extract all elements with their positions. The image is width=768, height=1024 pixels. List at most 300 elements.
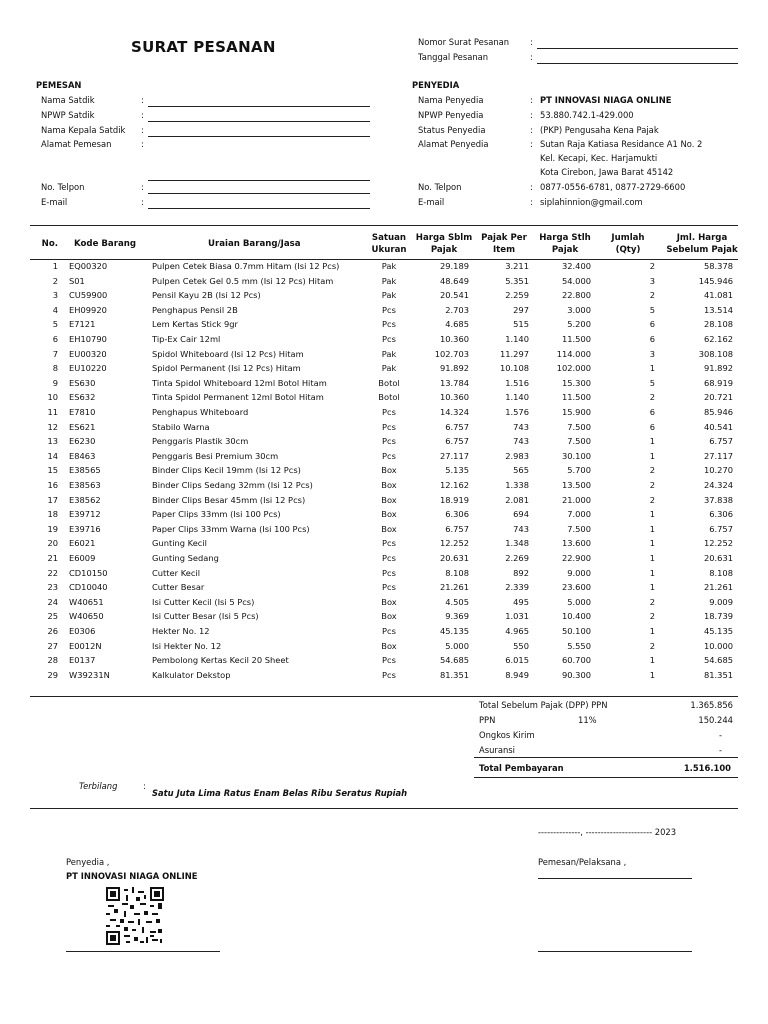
row-tax: 743 bbox=[513, 421, 529, 432]
col-header-tax: Pajak Per Item bbox=[481, 233, 527, 255]
row-no: 17 bbox=[47, 494, 58, 505]
row-desc: Cutter Besar bbox=[152, 582, 205, 593]
supplier-address-label: Alamat Penyedia bbox=[418, 139, 489, 149]
row-price-before: 4.505 bbox=[445, 596, 469, 607]
col-header-price-after: Harga Stlh Pajak bbox=[539, 233, 591, 255]
row-no: 15 bbox=[47, 465, 58, 476]
dpp-value: 1.365.856 bbox=[690, 700, 733, 710]
row-desc: Paper Clips 33mm Warna (Isi 100 Pcs) bbox=[152, 523, 310, 534]
row-desc: Binder Clips Kecil 19mm (Isi 12 Pcs) bbox=[152, 465, 301, 476]
row-unit: Pak bbox=[381, 363, 397, 374]
row-price-before: 102.703 bbox=[434, 348, 469, 359]
row-price-after: 114.000 bbox=[556, 348, 591, 359]
row-qty: 1 bbox=[649, 363, 655, 374]
row-price-after: 21.000 bbox=[561, 494, 591, 505]
row-tax: 11.297 bbox=[499, 348, 529, 359]
in-words-text: Satu Juta Lima Ratus Enam Belas Ribu Seratus Rupiah bbox=[152, 788, 408, 798]
row-desc: Pensil Kayu 2B (Isi 12 Pcs) bbox=[152, 290, 261, 301]
ppn-value: 150.244 bbox=[698, 715, 733, 725]
row-unit: Pcs bbox=[382, 304, 396, 315]
row-no: 19 bbox=[47, 523, 58, 534]
row-no: 16 bbox=[47, 480, 58, 490]
colon: : bbox=[141, 110, 144, 120]
row-total: 18.739 bbox=[703, 611, 733, 622]
row-code: E0012N bbox=[69, 640, 102, 651]
row-qty: 1 bbox=[649, 626, 655, 636]
row-desc: Kalkulator Dekstop bbox=[152, 669, 231, 680]
row-no: 4 bbox=[52, 304, 58, 315]
row-price-after: 3.000 bbox=[567, 304, 591, 315]
row-unit: Pcs bbox=[382, 567, 396, 578]
row-unit: Pak bbox=[381, 290, 397, 301]
row-desc: Tinta Spidol Whiteboard 12ml Botol Hitam bbox=[152, 377, 327, 388]
row-code: EU00320 bbox=[69, 348, 107, 359]
row-price-after: 7.500 bbox=[567, 421, 591, 432]
col-header-total: Jml. Harga Sebelum Pajak bbox=[666, 233, 738, 255]
table-row bbox=[30, 580, 738, 595]
row-qty: 2 bbox=[649, 611, 655, 622]
row-total: 91.892 bbox=[703, 363, 733, 374]
row-no: 12 bbox=[47, 421, 58, 432]
insurance-label: Asuransi bbox=[479, 745, 515, 755]
table-row bbox=[30, 463, 738, 478]
table-row bbox=[30, 507, 738, 522]
colon: : bbox=[530, 37, 533, 47]
table-row bbox=[30, 668, 738, 683]
row-no: 14 bbox=[47, 450, 58, 461]
row-price-before: 91.892 bbox=[439, 363, 469, 374]
row-total: 6.757 bbox=[709, 436, 733, 447]
row-no: 3 bbox=[52, 290, 58, 301]
row-tax: 10.108 bbox=[499, 363, 529, 374]
colon: : bbox=[141, 95, 144, 105]
row-no: 20 bbox=[47, 538, 58, 549]
row-total: 8.108 bbox=[709, 567, 733, 578]
buyer-name-sign-line bbox=[538, 878, 692, 879]
row-price-before: 12.162 bbox=[439, 480, 469, 490]
table-row bbox=[30, 420, 738, 435]
row-qty: 1 bbox=[649, 655, 655, 666]
supplier-heading: PENYEDIA bbox=[412, 80, 460, 90]
buyer-address-line bbox=[148, 180, 370, 181]
row-qty: 1 bbox=[649, 509, 655, 520]
row-price-before: 27.117 bbox=[439, 450, 469, 461]
supplier-address-line1: Sutan Raja Katiasa Residance A1 No. 2 bbox=[540, 139, 703, 149]
row-price-before: 54.685 bbox=[439, 655, 469, 666]
buyer-phone-label: No. Telpon bbox=[41, 182, 85, 192]
col-header-code: Kode Barang bbox=[74, 239, 137, 249]
buyer-head-line bbox=[148, 136, 370, 137]
row-desc: Tinta Spidol Permanent 12ml Botol Hitam bbox=[152, 392, 324, 403]
row-total: 6.757 bbox=[709, 523, 733, 534]
row-code: ES632 bbox=[69, 392, 96, 403]
table-row bbox=[30, 493, 738, 508]
supplier-npwp-label: NPWP Penyedia bbox=[418, 110, 484, 120]
row-total: 40.541 bbox=[703, 421, 733, 432]
row-code: CD10150 bbox=[69, 567, 108, 578]
col-header-desc: Uraian Barang/Jasa bbox=[208, 239, 301, 249]
row-price-after: 10.400 bbox=[561, 611, 591, 622]
table-top-rule bbox=[30, 225, 738, 226]
row-desc: Binder Clips Besar 45mm (Isi 12 Pcs) bbox=[152, 494, 306, 505]
colon: : bbox=[530, 197, 533, 207]
table-row bbox=[30, 595, 738, 610]
row-unit: Box bbox=[381, 596, 397, 607]
row-price-before: 13.784 bbox=[439, 377, 469, 388]
row-code: ES630 bbox=[69, 377, 96, 388]
ppn-label: PPN bbox=[479, 715, 496, 725]
row-desc: Penghapus Whiteboard bbox=[152, 407, 249, 417]
row-desc: Penghapus Pensil 2B bbox=[152, 304, 238, 315]
row-desc: Gunting Sedang bbox=[152, 553, 219, 563]
row-code: E39716 bbox=[69, 523, 101, 534]
row-desc: Stabilo Warna bbox=[152, 421, 210, 432]
row-total: 12.252 bbox=[703, 538, 733, 549]
buyer-npwp-label: NPWP Satdik bbox=[41, 110, 95, 120]
table-row bbox=[30, 259, 738, 274]
shipping-value: - bbox=[718, 730, 722, 740]
row-no: 8 bbox=[52, 363, 58, 374]
row-desc: Pembolong Kertas Kecil 20 Sheet bbox=[152, 655, 289, 666]
table-row bbox=[30, 478, 738, 493]
table-row bbox=[30, 639, 738, 654]
row-total: 21.261 bbox=[703, 582, 733, 593]
colon: : bbox=[141, 182, 144, 192]
row-desc: Spidol Whiteboard (Isi 12 Pcs) Hitam bbox=[152, 348, 304, 359]
row-price-before: 6.757 bbox=[445, 436, 469, 447]
row-price-after: 5.000 bbox=[567, 596, 591, 607]
row-tax: 2.339 bbox=[505, 582, 529, 593]
row-no: 13 bbox=[47, 436, 58, 447]
table-row bbox=[30, 434, 738, 449]
row-unit: Box bbox=[381, 494, 397, 505]
row-tax: 8.949 bbox=[505, 669, 529, 680]
dpp-label: Total Sebelum Pajak (DPP) PPN bbox=[479, 700, 608, 710]
row-no: 11 bbox=[47, 407, 58, 417]
row-unit: Box bbox=[381, 480, 397, 490]
buyer-email-label: E-mail bbox=[41, 197, 68, 207]
row-no: 26 bbox=[47, 626, 58, 636]
row-unit: Box bbox=[381, 640, 397, 651]
row-qty: 1 bbox=[649, 450, 655, 461]
row-price-after: 54.000 bbox=[561, 275, 591, 286]
row-tax: 2.081 bbox=[505, 494, 529, 505]
row-tax: 297 bbox=[513, 304, 529, 315]
table-row bbox=[30, 449, 738, 464]
col-header-no: No. bbox=[41, 239, 58, 249]
row-no: 28 bbox=[47, 655, 58, 666]
buyer-name-line bbox=[148, 106, 370, 107]
row-price-after: 30.100 bbox=[561, 450, 591, 461]
row-total: 20.721 bbox=[703, 392, 733, 403]
insurance-value: - bbox=[718, 745, 722, 755]
row-unit: Pcs bbox=[382, 407, 396, 417]
row-code: E0306 bbox=[69, 626, 96, 636]
row-desc: Isi Cutter Besar (Isi 5 Pcs) bbox=[152, 611, 259, 622]
buyer-phone-line bbox=[148, 193, 370, 194]
row-code: E38565 bbox=[69, 465, 101, 476]
row-price-before: 14.324 bbox=[439, 407, 469, 417]
row-qty: 1 bbox=[649, 538, 655, 549]
row-desc: Tip-Ex Cair 12ml bbox=[152, 334, 221, 344]
buyer-email-line bbox=[148, 208, 370, 209]
row-total: 58.378 bbox=[703, 261, 733, 271]
row-desc: Isi Cutter Kecil (Isi 5 Pcs) bbox=[152, 596, 255, 607]
row-code: EU10220 bbox=[69, 363, 107, 374]
row-tax: 1.140 bbox=[505, 334, 529, 344]
buyer-name-label: Nama Satdik bbox=[41, 95, 95, 105]
row-qty: 2 bbox=[649, 596, 655, 607]
row-tax: 2.259 bbox=[505, 290, 529, 301]
row-price-before: 20.631 bbox=[439, 553, 469, 563]
row-unit: Pcs bbox=[382, 669, 396, 680]
supplier-sign-name: PT INNOVASI NIAGA ONLINE bbox=[66, 871, 198, 881]
row-code: E6021 bbox=[69, 538, 96, 549]
row-price-before: 5.000 bbox=[445, 640, 469, 651]
row-no: 23 bbox=[47, 582, 58, 593]
row-tax: 6.015 bbox=[505, 655, 529, 666]
row-code: CD10040 bbox=[69, 582, 108, 593]
row-unit: Pcs bbox=[382, 553, 396, 563]
supplier-npwp: 53.880.742.1-429.000 bbox=[540, 110, 634, 120]
row-price-after: 5.700 bbox=[567, 465, 591, 476]
row-price-after: 15.300 bbox=[561, 377, 591, 388]
supplier-name-label: Nama Penyedia bbox=[418, 95, 484, 105]
table-row bbox=[30, 624, 738, 639]
colon: : bbox=[530, 125, 533, 135]
total-bottom-rule bbox=[474, 777, 738, 778]
table-row bbox=[30, 303, 738, 318]
colon: : bbox=[530, 95, 533, 105]
table-row bbox=[30, 288, 738, 303]
row-desc: Penggaris Plastik 30cm bbox=[152, 436, 249, 447]
row-tax: 3.211 bbox=[505, 261, 529, 271]
row-price-before: 6.757 bbox=[445, 421, 469, 432]
colon: : bbox=[530, 139, 533, 149]
row-no: 29 bbox=[47, 669, 58, 680]
row-price-after: 60.700 bbox=[561, 655, 591, 666]
row-tax: 2.269 bbox=[505, 553, 529, 563]
row-price-after: 11.500 bbox=[561, 334, 591, 344]
colon: : bbox=[530, 110, 533, 120]
row-price-before: 21.261 bbox=[439, 582, 469, 593]
row-unit: Box bbox=[381, 523, 397, 534]
qr-code-icon bbox=[106, 887, 164, 945]
supplier-address-line2: Kel. Kecapi, Kec. Harjamukti bbox=[540, 153, 658, 163]
row-total: 145.946 bbox=[698, 275, 733, 286]
row-price-before: 10.360 bbox=[439, 334, 469, 344]
row-tax: 1.140 bbox=[505, 392, 529, 403]
row-price-before: 48.649 bbox=[439, 275, 469, 286]
row-code: EH09920 bbox=[69, 304, 107, 315]
table-row bbox=[30, 376, 738, 391]
row-tax: 743 bbox=[513, 523, 529, 534]
supplier-phone: 0877-0556-6781, 0877-2729-6600 bbox=[540, 182, 686, 192]
row-code: S01 bbox=[69, 275, 85, 286]
order-number-label: Nomor Surat Pesanan bbox=[418, 37, 510, 47]
row-code: E38563 bbox=[69, 480, 101, 490]
row-unit: Pcs bbox=[382, 319, 396, 330]
order-date-label: Tanggal Pesanan bbox=[418, 52, 489, 62]
colon: : bbox=[143, 781, 146, 791]
row-price-before: 12.252 bbox=[439, 538, 469, 549]
row-total: 27.117 bbox=[703, 450, 733, 461]
row-price-before: 4.685 bbox=[445, 319, 469, 330]
row-price-before: 45.135 bbox=[439, 626, 469, 636]
supplier-name: PT INNOVASI NIAGA ONLINE bbox=[540, 95, 672, 105]
row-price-after: 22.800 bbox=[561, 290, 591, 301]
row-code: EQ00320 bbox=[69, 261, 108, 271]
table-row bbox=[30, 536, 738, 551]
supplier-status-label: Status Penyedia bbox=[418, 125, 486, 135]
row-tax: 892 bbox=[513, 567, 529, 578]
row-total: 10.000 bbox=[703, 640, 733, 651]
row-unit: Box bbox=[381, 509, 397, 520]
row-code: E6230 bbox=[69, 436, 96, 447]
row-total: 37.838 bbox=[703, 494, 733, 505]
row-code: ES621 bbox=[69, 421, 96, 432]
row-code: W39231N bbox=[69, 669, 110, 680]
row-price-after: 22.900 bbox=[561, 553, 591, 563]
row-price-before: 18.919 bbox=[439, 494, 469, 505]
row-no: 27 bbox=[47, 640, 58, 651]
row-unit: Pcs bbox=[382, 626, 396, 636]
row-no: 6 bbox=[52, 334, 58, 344]
row-desc: Binder Clips Sedang 32mm (Isi 12 Pcs) bbox=[152, 480, 313, 490]
row-total: 81.351 bbox=[703, 669, 733, 680]
row-qty: 1 bbox=[649, 523, 655, 534]
row-code: E39712 bbox=[69, 509, 101, 520]
colon: : bbox=[530, 52, 533, 62]
row-tax: 550 bbox=[513, 640, 529, 651]
row-unit: Pak bbox=[381, 275, 397, 286]
row-qty: 5 bbox=[649, 377, 655, 388]
buyer-heading: PEMESAN bbox=[36, 80, 82, 90]
row-qty: 3 bbox=[649, 275, 655, 286]
buyer-head-label: Nama Kepala Satdik bbox=[41, 125, 126, 135]
row-price-after: 7.500 bbox=[567, 523, 591, 534]
row-price-after: 23.600 bbox=[561, 582, 591, 593]
total-label: Total Pembayaran bbox=[479, 763, 564, 773]
col-header-price-before: Harga Sblm Pajak bbox=[415, 233, 473, 255]
table-row bbox=[30, 361, 738, 376]
supplier-address-line3: Kota Cirebon, Jawa Barat 45142 bbox=[540, 167, 674, 177]
row-total: 54.685 bbox=[703, 655, 733, 666]
supplier-sign-line bbox=[66, 951, 220, 952]
row-tax: 4.965 bbox=[505, 626, 529, 636]
row-no: 24 bbox=[47, 596, 58, 607]
table-row bbox=[30, 332, 738, 347]
buyer-npwp-line bbox=[148, 121, 370, 122]
row-price-after: 5.550 bbox=[567, 640, 591, 651]
row-qty: 6 bbox=[649, 421, 655, 432]
row-unit: Box bbox=[381, 465, 397, 476]
order-number-line bbox=[537, 48, 738, 49]
row-unit: Pcs bbox=[382, 450, 396, 461]
row-price-before: 6.757 bbox=[445, 523, 469, 534]
row-total: 45.135 bbox=[703, 626, 733, 636]
row-desc: Penggaris Besi Premium 30cm bbox=[152, 450, 279, 461]
row-qty: 2 bbox=[649, 392, 655, 403]
row-tax: 1.576 bbox=[505, 407, 529, 417]
row-tax: 743 bbox=[513, 436, 529, 447]
supplier-email: siplahinnion@gmail.com bbox=[540, 197, 643, 207]
row-no: 9 bbox=[52, 377, 58, 388]
supplier-sign-label: Penyedia , bbox=[66, 857, 110, 867]
buyer-sign-line bbox=[538, 951, 692, 952]
row-code: E7121 bbox=[69, 319, 96, 330]
page-title: SURAT PESANAN bbox=[131, 38, 276, 56]
row-price-after: 9.000 bbox=[567, 567, 591, 578]
col-header-qty: Jumlah (Qty) bbox=[611, 233, 645, 255]
row-code: E0137 bbox=[69, 655, 96, 666]
buyer-sign-label: Pemesan/Pelaksana , bbox=[538, 857, 627, 867]
table-row bbox=[30, 347, 738, 362]
row-tax: 2.983 bbox=[505, 450, 529, 461]
row-total: 62.162 bbox=[703, 334, 733, 344]
row-desc: Hekter No. 12 bbox=[152, 626, 210, 636]
row-total: 20.631 bbox=[703, 553, 733, 563]
row-unit: Pcs bbox=[382, 655, 396, 666]
row-total: 6.306 bbox=[709, 509, 733, 520]
row-no: 10 bbox=[47, 392, 58, 403]
row-no: 21 bbox=[47, 553, 58, 563]
table-row bbox=[30, 653, 738, 668]
table-row bbox=[30, 274, 738, 289]
row-price-before: 29.189 bbox=[439, 261, 469, 271]
row-price-before: 2.703 bbox=[445, 304, 469, 315]
row-qty: 1 bbox=[649, 553, 655, 563]
row-price-after: 90.300 bbox=[561, 669, 591, 680]
row-desc: Isi Hekter No. 12 bbox=[152, 640, 222, 651]
supplier-email-label: E-mail bbox=[418, 197, 445, 207]
row-desc: Spidol Permanent (Isi 12 Pcs) Hitam bbox=[152, 363, 301, 374]
row-qty: 3 bbox=[649, 348, 655, 359]
row-total: 68.919 bbox=[703, 377, 733, 388]
row-unit: Pak bbox=[381, 348, 397, 359]
row-price-before: 6.306 bbox=[445, 509, 469, 520]
table-row bbox=[30, 566, 738, 581]
row-price-after: 11.500 bbox=[561, 392, 591, 403]
table-row bbox=[30, 405, 738, 420]
row-unit: Pak bbox=[381, 261, 397, 271]
row-total: 9.009 bbox=[709, 596, 733, 607]
in-words-rule bbox=[30, 808, 738, 809]
row-qty: 5 bbox=[649, 304, 655, 315]
row-price-after: 13.500 bbox=[561, 480, 591, 490]
row-no: 7 bbox=[52, 348, 58, 359]
row-price-after: 32.400 bbox=[561, 261, 591, 271]
row-unit: Pcs bbox=[382, 421, 396, 432]
supplier-phone-label: No. Telpon bbox=[418, 182, 462, 192]
row-total: 13.514 bbox=[703, 304, 733, 315]
table-row bbox=[30, 317, 738, 332]
row-unit: Pcs bbox=[382, 538, 396, 549]
total-top-rule bbox=[474, 757, 738, 758]
row-desc: Pulpen Cetek Gel 0.5 mm (Isi 12 Pcs) Hitam bbox=[152, 275, 334, 286]
row-tax: 694 bbox=[513, 509, 529, 520]
row-unit: Botol bbox=[378, 377, 400, 388]
row-price-before: 9.369 bbox=[445, 611, 469, 622]
row-unit: Botol bbox=[378, 392, 400, 403]
table-row bbox=[30, 609, 738, 624]
table-row bbox=[30, 551, 738, 566]
row-desc: Gunting Kecil bbox=[152, 538, 207, 549]
row-no: 1 bbox=[52, 261, 58, 271]
table-bottom-rule bbox=[30, 696, 738, 697]
row-code: E8463 bbox=[69, 450, 96, 461]
table-row bbox=[30, 522, 738, 537]
